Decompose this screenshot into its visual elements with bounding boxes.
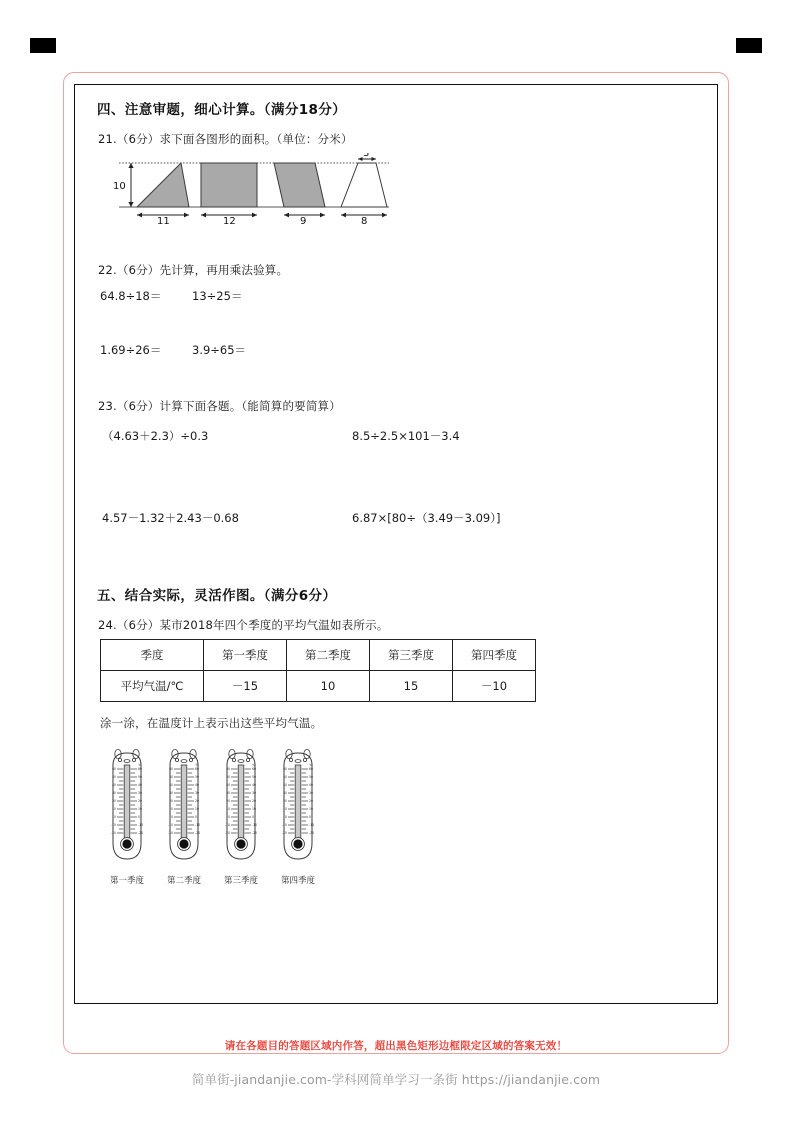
average-temperature-table <box>100 639 536 702</box>
svg-text:20: 20 <box>169 799 173 803</box>
table-cell-quarter-4: 第四季度 <box>453 640 536 671</box>
shape-rectangle <box>201 163 257 207</box>
svg-text:30: 30 <box>252 791 256 795</box>
svg-text:30: 30 <box>309 791 313 795</box>
svg-text:-10: -10 <box>309 823 315 827</box>
thermometer-caption-1: 第一季度 <box>109 876 144 886</box>
shape-parallelogram-base-label: 9 <box>300 216 307 225</box>
thermometer-cell-2[interactable] <box>160 739 208 886</box>
svg-text:60: 60 <box>226 767 230 771</box>
svg-text:60: 60 <box>169 767 173 771</box>
question-23-row-2 <box>102 510 697 526</box>
expression-1-69-div-26: 1.69÷26＝ <box>100 343 162 357</box>
svg-text:-20: -20 <box>167 831 173 835</box>
question-23-row-1 <box>102 428 697 444</box>
question-22-row-1 <box>100 288 697 304</box>
svg-text:-20: -20 <box>195 831 201 835</box>
svg-text:0: 0 <box>195 815 197 819</box>
svg-text:30: 30 <box>195 791 199 795</box>
svg-text:50: 50 <box>252 775 256 779</box>
shape-triangle-base-label: 11 <box>157 216 170 225</box>
svg-text:40: 40 <box>138 783 142 787</box>
svg-text:-20: -20 <box>281 831 287 835</box>
svg-text:60: 60 <box>283 767 287 771</box>
expression-13-div-25: 13÷25＝ <box>192 289 243 303</box>
height-arrow-head-bottom <box>128 202 133 207</box>
svg-text:50: 50 <box>226 775 230 779</box>
svg-text:40: 40 <box>226 783 230 787</box>
svg-text:20: 20 <box>195 799 199 803</box>
answer-area-frame <box>74 84 718 1004</box>
table-cell-temp-header: 平均气温/℃ <box>101 671 204 702</box>
svg-text:50: 50 <box>283 775 287 779</box>
svg-text:-10: -10 <box>195 823 201 827</box>
thermometer-caption-4: 第四季度 <box>280 876 315 886</box>
table-cell-temp-2: 10 <box>287 671 370 702</box>
question-21-prompt: 21.（6分）求下面各图形的面积。（单位：分米） <box>98 132 353 146</box>
svg-text:10: 10 <box>112 807 116 811</box>
shape-trapezoid-base-label: 8 <box>361 216 368 225</box>
svg-text:0: 0 <box>171 815 173 819</box>
svg-text:10: 10 <box>195 807 199 811</box>
table-cell-quarter-header: 季度 <box>101 640 204 671</box>
table-cell-temp-1: －15 <box>204 671 287 702</box>
shape-trapezoid-top-label: 3 <box>363 153 370 159</box>
svg-text:20: 20 <box>252 799 256 803</box>
svg-text:0: 0 <box>285 815 287 819</box>
svg-text:0: 0 <box>138 815 140 819</box>
thermometer-cell-1[interactable] <box>103 739 151 886</box>
expression-3-9-div-65: 3.9÷65＝ <box>192 343 247 357</box>
expression-sum-div-0-3: （4.63＋2.3）÷0.3 <box>102 429 209 443</box>
thermometer-cell-4[interactable] <box>274 739 322 886</box>
svg-text:℃: ℃ <box>252 763 256 767</box>
svg-text:10: 10 <box>138 807 142 811</box>
svg-text:20: 20 <box>309 799 313 803</box>
svg-text:-10: -10 <box>138 823 144 827</box>
svg-text:20: 20 <box>226 799 230 803</box>
svg-text:40: 40 <box>169 783 173 787</box>
svg-text:20: 20 <box>138 799 142 803</box>
svg-text:50: 50 <box>112 775 116 779</box>
svg-text:20: 20 <box>112 799 116 803</box>
svg-text:60: 60 <box>112 767 116 771</box>
svg-text:40: 40 <box>112 783 116 787</box>
thermometer-icon[interactable] <box>274 739 322 867</box>
svg-text:60: 60 <box>138 767 142 771</box>
question-21-figures <box>101 153 697 230</box>
svg-text:40: 40 <box>283 783 287 787</box>
svg-text:30: 30 <box>138 791 142 795</box>
section-spacer <box>95 526 697 584</box>
table-cell-quarter-1: 第一季度 <box>204 640 287 671</box>
svg-text:30: 30 <box>226 791 230 795</box>
thermometer-icon[interactable] <box>217 739 265 867</box>
svg-text:30: 30 <box>169 791 173 795</box>
svg-text:10: 10 <box>169 807 173 811</box>
section-four-heading: 四、注意审题，细心计算。（满分18分） <box>97 102 347 118</box>
question-24-prompt: 24.（6分）某市2018年四个季度的平均气温如表所示。 <box>98 618 389 632</box>
site-attribution-note: 简单街-jiandanjie.com-学科网简单学习一条街 https://jiandanjie.com <box>191 1072 601 1087</box>
svg-text:10: 10 <box>283 807 287 811</box>
table-cell-quarter-2: 第二季度 <box>287 640 370 671</box>
svg-text:℃: ℃ <box>138 763 142 767</box>
svg-text:℃: ℃ <box>195 763 199 767</box>
svg-text:10: 10 <box>252 807 256 811</box>
thermometer-icon[interactable] <box>160 739 208 867</box>
svg-text:-10: -10 <box>110 823 116 827</box>
svg-text:60: 60 <box>252 767 256 771</box>
svg-text:10: 10 <box>226 807 230 811</box>
svg-text:10: 10 <box>309 807 313 811</box>
expression-64-8-div-18: 64.8÷18＝ <box>100 289 162 303</box>
svg-text:50: 50 <box>169 775 173 779</box>
thermometer-caption-3: 第三季度 <box>223 876 258 886</box>
svg-text:40: 40 <box>195 783 199 787</box>
svg-text:30: 30 <box>112 791 116 795</box>
svg-text:0: 0 <box>228 815 230 819</box>
expression-4-57-chain: 4.57－1.32＋2.43－0.68 <box>102 511 239 525</box>
svg-text:-10: -10 <box>224 823 230 827</box>
svg-text:30: 30 <box>283 791 287 795</box>
expression-6-87-bracket: 6.87×[80÷（3.49－3.09）] <box>352 511 501 525</box>
svg-text:40: 40 <box>309 783 313 787</box>
svg-text:-20: -20 <box>309 831 315 835</box>
svg-text:-10: -10 <box>281 823 287 827</box>
thermometer-cell-3[interactable] <box>217 739 265 886</box>
svg-text:50: 50 <box>195 775 199 779</box>
question-22-prompt: 22.（6分）先计算，再用乘法验算。 <box>98 263 289 277</box>
shape-trapezoid <box>341 163 387 207</box>
thermometer-icon[interactable] <box>103 739 151 867</box>
svg-text:℃: ℃ <box>309 763 313 767</box>
question-22-row-2 <box>100 342 697 358</box>
svg-text:60: 60 <box>195 767 199 771</box>
answer-area-warning-note: 请在各题目的答题区域内作答，超出黑色矩形边框限定区域的答案无效！ <box>224 1040 568 1052</box>
svg-text:0: 0 <box>309 815 311 819</box>
registration-mark-right <box>736 38 762 53</box>
svg-text:20: 20 <box>283 799 287 803</box>
svg-text:0: 0 <box>114 815 116 819</box>
shape-triangle <box>137 163 189 207</box>
svg-text:-20: -20 <box>224 831 230 835</box>
svg-text:-20: -20 <box>252 831 258 835</box>
table-cell-temp-3: 15 <box>370 671 453 702</box>
table-cell-temp-4: －10 <box>453 671 536 702</box>
shape-parallelogram <box>274 163 325 207</box>
area-figures-svg <box>101 153 391 225</box>
section-five-heading: 五、结合实际，灵活作图。（满分6分） <box>97 588 337 604</box>
table-row-temperatures <box>101 671 536 702</box>
paint-instruction: 涂一涂，在温度计上表示出这些平均气温。 <box>100 716 323 730</box>
table-cell-quarter-3: 第三季度 <box>370 640 453 671</box>
height-label: 10 <box>113 181 126 192</box>
shape-rectangle-base-label: 12 <box>223 216 236 225</box>
registration-mark-left <box>30 38 56 53</box>
expression-8-5-div-2-5-x101: 8.5÷2.5×101－3.4 <box>352 429 460 443</box>
question-23-prompt: 23.（6分）计算下面各题。（能简算的要简算） <box>98 399 341 413</box>
svg-text:40: 40 <box>252 783 256 787</box>
thermometer-group <box>103 739 697 886</box>
svg-text:-20: -20 <box>138 831 144 835</box>
height-arrow-head-top <box>128 163 133 168</box>
svg-text:-20: -20 <box>110 831 116 835</box>
svg-text:0: 0 <box>252 815 254 819</box>
svg-text:50: 50 <box>138 775 142 779</box>
thermometer-caption-2: 第二季度 <box>166 876 201 886</box>
svg-text:60: 60 <box>309 767 313 771</box>
svg-text:-10: -10 <box>167 823 173 827</box>
table-row-header <box>101 640 536 671</box>
page-content <box>75 85 717 886</box>
svg-text:-10: -10 <box>252 823 258 827</box>
svg-text:50: 50 <box>309 775 313 779</box>
